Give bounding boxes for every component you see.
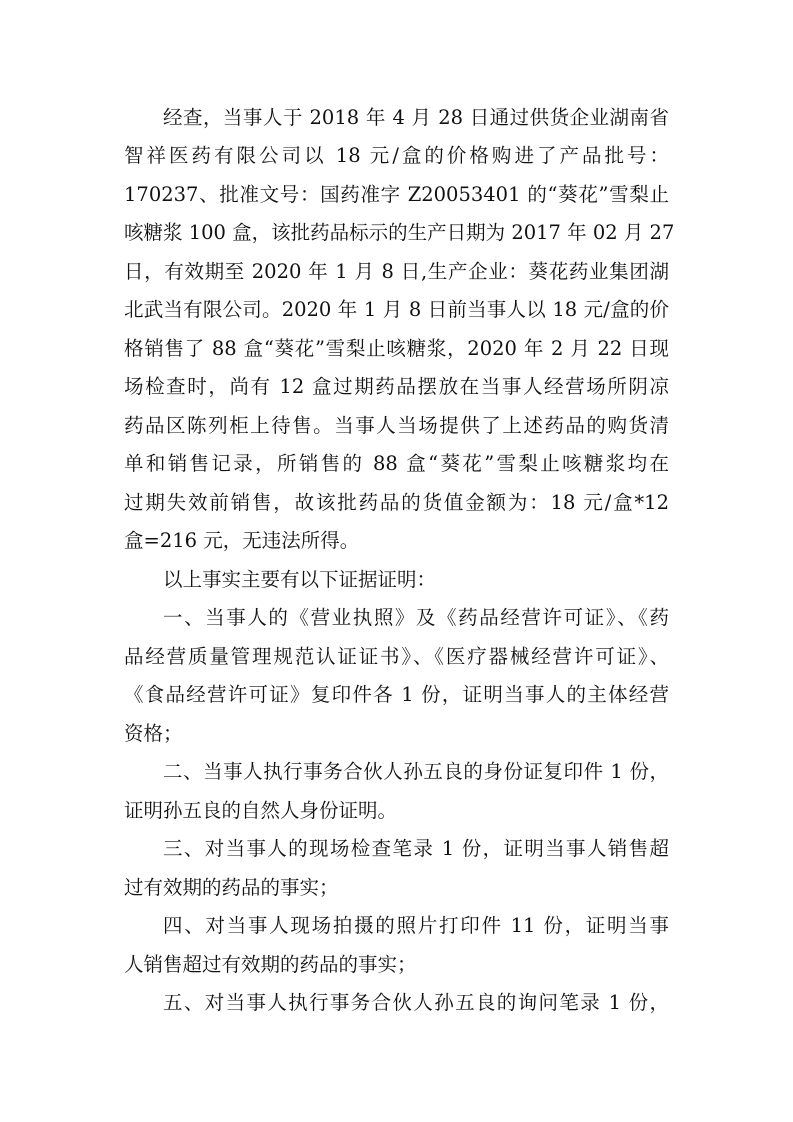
evidence-item-line: 品经营质量管理规范认证证书》、《医疗器械经营许可证》、	[124, 645, 669, 668]
evidence-item-line: 一、当事人的《营业执照》及《药品经营许可证》、《药	[163, 606, 669, 629]
paragraph-line: 智祥医药有限公司以 18 元/盒的价格购进了产品批号：	[124, 144, 669, 167]
paragraph-line: 北武当有限公司。2020 年 1 月 8 日前当事人以 18 元/盒的价	[124, 298, 669, 321]
evidence-item-line: 三、对当事人的现场检查笔录 1 份，证明当事人销售超	[163, 837, 669, 860]
evidence-item-line: 资格；	[124, 722, 183, 745]
evidence-item-line: 五、对当事人执行事务合伙人孙五良的询问笔录 1 份，	[163, 991, 669, 1014]
paragraph-line: 过期失效前销售，故该批药品的货值金额为：18 元/盒*12	[124, 491, 669, 514]
paragraph-line: 170237、批准文号：国药准字 Z20053401 的“葵花”雪梨止	[124, 183, 669, 206]
evidence-item-line: 过有效期的药品的事实；	[124, 876, 339, 899]
paragraph-line: 经查，当事人于 2018 年 4 月 28 日通过供货企业湖南省	[163, 106, 669, 129]
evidence-item-line: 证明孙五良的自然人身份证明。	[124, 799, 398, 822]
evidence-item-line: 四、对当事人现场拍摄的照片打印件 11 份，证明当事	[163, 914, 669, 937]
paragraph-line: 场检查时，尚有 12 盒过期药品摆放在当事人经营场所阴凉	[124, 375, 669, 398]
evidence-item-line: 二、当事人执行事务合伙人孙五良的身份证复印件 1 份，	[163, 760, 669, 783]
evidence-item-line: 人销售超过有效期的药品的事实；	[124, 953, 417, 976]
evidence-item-line: 《食品经营许可证》复印件各 1 份，证明当事人的主体经营	[124, 683, 669, 706]
paragraph-line: 日，有效期至 2020 年 1 月 8 日,生产企业：葵花药业集团湖	[124, 260, 669, 283]
paragraph-line: 以上事实主要有以下证据证明：	[163, 568, 437, 591]
paragraph-line: 咳糖浆 100 盒，该批药品标示的生产日期为 2017 年 02 月 27	[124, 221, 675, 244]
paragraph-line: 药品区陈列柜上待售。当事人当场提供了上述药品的购货清	[124, 414, 669, 437]
paragraph-line: 单和销售记录，所销售的 88 盒“葵花”雪梨止咳糖浆均在	[124, 452, 669, 475]
paragraph-line: 格销售了 88 盒“葵花”雪梨止咳糖浆，2020 年 2 月 22 日现	[124, 337, 669, 360]
paragraph-line: 盒=216 元，无违法所得。	[124, 529, 360, 552]
